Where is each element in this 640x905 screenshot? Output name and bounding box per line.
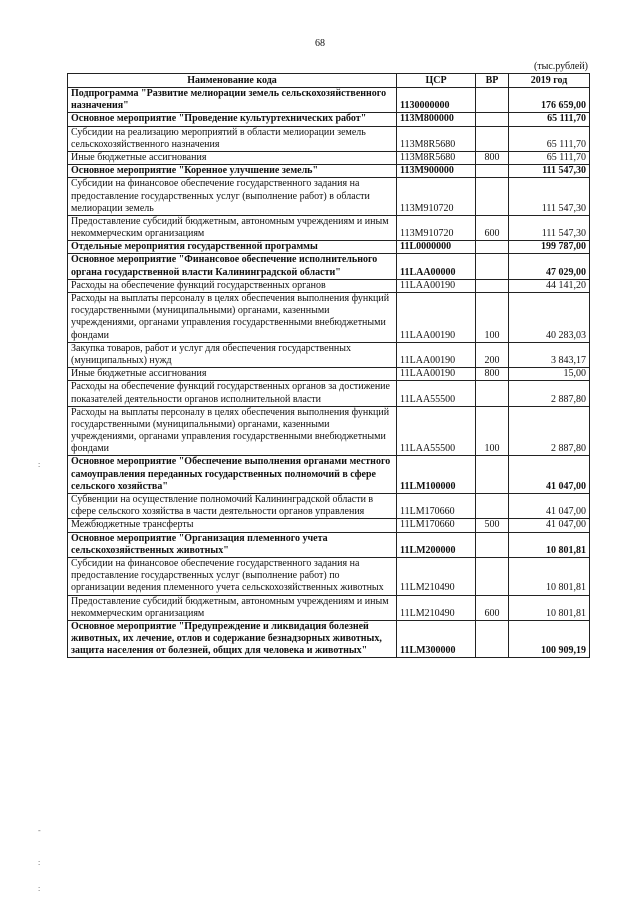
cell-csr: 11L0000000: [397, 241, 476, 254]
table-row: [68, 151, 590, 164]
table-row: [68, 241, 590, 254]
cell-name: Основное мероприятие "Коренное улучшение земель": [68, 165, 397, 178]
cell-csr: 11LAA00000: [397, 254, 476, 279]
table-row: [68, 215, 590, 240]
cell-vr: [476, 126, 509, 151]
cell-csr: 11LM210490: [397, 557, 476, 595]
cell-name: Основное мероприятие "Проведение культуртехнических работ": [68, 113, 397, 126]
cell-name: Расходы на выплаты персоналу в целях обеспечения выполнения функций государственными (муниципальными) органами, казенными учреждениями, органами управления государственными внебюджетными фондами: [68, 293, 397, 343]
cell-sum: 111 547,30: [509, 215, 590, 240]
table-row: [68, 519, 590, 532]
cell-csr: 11LM170660: [397, 494, 476, 519]
cell-sum: 100 909,19: [509, 620, 590, 658]
table-row: [68, 113, 590, 126]
cell-sum: 40 283,03: [509, 293, 590, 343]
cell-name: Субсидии на финансовое обеспечение государственного задания на предоставление государственных услуг (выполнение работ) в области мелиорации земель: [68, 178, 397, 216]
cell-vr: 800: [476, 368, 509, 381]
cell-sum: 44 141,20: [509, 279, 590, 292]
cell-sum: 176 659,00: [509, 88, 590, 113]
cell-name: Иные бюджетные ассигнования: [68, 151, 397, 164]
cell-vr: [476, 178, 509, 216]
table-row: [68, 165, 590, 178]
cell-vr: 600: [476, 595, 509, 620]
cell-name: Основное мероприятие "Финансовое обеспечение исполнительного органа государственной власти Калининградской области": [68, 254, 397, 279]
cell-sum: 41 047,00: [509, 519, 590, 532]
table-row: [68, 178, 590, 216]
cell-name: Закупка товаров, работ и услуг для обеспечения государственных (муниципальных) нужд: [68, 342, 397, 367]
cell-name: Субсидии на реализацию мероприятий в области мелиорации земель сельскохозяйственного назначения: [68, 126, 397, 151]
cell-vr: [476, 557, 509, 595]
cell-vr: 200: [476, 342, 509, 367]
table-row: [68, 557, 590, 595]
cell-vr: 100: [476, 293, 509, 343]
cell-csr: 113M910720: [397, 215, 476, 240]
cell-name: Предоставление субсидий бюджетным, автономным учреждениям и иным некоммерческим организациям: [68, 215, 397, 240]
cell-sum: 47 029,00: [509, 254, 590, 279]
cell-csr: 113M910720: [397, 178, 476, 216]
cell-sum: 111 547,30: [509, 178, 590, 216]
cell-vr: [476, 494, 509, 519]
cell-sum: 65 111,70: [509, 126, 590, 151]
cell-sum: 15,00: [509, 368, 590, 381]
table-row: [68, 254, 590, 279]
cell-vr: 100: [476, 406, 509, 456]
cell-vr: [476, 165, 509, 178]
column-header-name: Наименование кода: [68, 74, 397, 88]
table-row: [68, 381, 590, 406]
cell-vr: [476, 279, 509, 292]
cell-name: Отдельные мероприятия государственной программы: [68, 241, 397, 254]
cell-vr: [476, 241, 509, 254]
cell-csr: 11LM210490: [397, 595, 476, 620]
cell-vr: [476, 532, 509, 557]
table-row: [68, 406, 590, 456]
margin-mark: :: [38, 460, 41, 469]
cell-vr: [476, 88, 509, 113]
cell-vr: 800: [476, 151, 509, 164]
cell-name: Расходы на выплаты персоналу в целях обеспечения выполнения функций государственными (муниципальными) органами, казенными учреждениями, органами управления государственными внебюджетными фондами: [68, 406, 397, 456]
table-row: [68, 494, 590, 519]
cell-csr: 11LM200000: [397, 532, 476, 557]
cell-name: Основное мероприятие "Обеспечение выполнения органами местного самоуправления переданных государственных полномочий в сфере сельского хозяйства": [68, 456, 397, 494]
table-row: [68, 532, 590, 557]
cell-csr: 113M8R5680: [397, 126, 476, 151]
budget-table: [67, 73, 590, 658]
cell-vr: [476, 113, 509, 126]
cell-name: Подпрограмма "Развитие мелиорации земель сельскохозяйственного назначения": [68, 88, 397, 113]
cell-vr: [476, 254, 509, 279]
table-header-row: [68, 74, 590, 88]
cell-vr: 600: [476, 215, 509, 240]
cell-csr: 113M900000: [397, 165, 476, 178]
cell-name: Субвенции на осуществление полномочий Калининградской области в сфере сельского хозяйства в части деятельности органов управления: [68, 494, 397, 519]
column-header-csr: ЦСР: [397, 74, 476, 88]
table-row: [68, 88, 590, 113]
units-label: (тыс.рублей): [533, 61, 588, 72]
cell-sum: 65 111,70: [509, 151, 590, 164]
cell-name: Основное мероприятие "Организация племенного учета сельскохозяйственных животных": [68, 532, 397, 557]
cell-csr: 11LAA00190: [397, 342, 476, 367]
cell-sum: 10 801,81: [509, 557, 590, 595]
cell-name: Расходы на обеспечение функций государственных органов за достижение показателей деятельности органов исполнительной власти: [68, 381, 397, 406]
cell-csr: 11LAA00190: [397, 368, 476, 381]
cell-csr: 11LAA00190: [397, 293, 476, 343]
table-row: [68, 342, 590, 367]
margin-mark: :: [38, 884, 41, 893]
cell-sum: 3 843,17: [509, 342, 590, 367]
table-row: [68, 279, 590, 292]
column-header-year: 2019 год: [509, 74, 590, 88]
cell-sum: 10 801,81: [509, 595, 590, 620]
cell-csr: 11LM170660: [397, 519, 476, 532]
table-row: [68, 595, 590, 620]
cell-name: Основное мероприятие "Предупреждение и ликвидация болезней животных, их лечение, отлов и содержание безнадзорных животных, защита населения от болезней, общих для человека и животных": [68, 620, 397, 658]
column-header-vr: ВР: [476, 74, 509, 88]
cell-sum: 199 787,00: [509, 241, 590, 254]
cell-name: Межбюджетные трансферты: [68, 519, 397, 532]
page-number: 68: [315, 38, 325, 49]
cell-name: Расходы на обеспечение функций государственных органов: [68, 279, 397, 292]
cell-name: Субсидии на финансовое обеспечение государственного задания на предоставление государственных услуг (выполнение работ) по организации ведения племенного учета сельскохозяйственных животных: [68, 557, 397, 595]
cell-csr: 113M8R5680: [397, 151, 476, 164]
cell-sum: 41 047,00: [509, 456, 590, 494]
cell-csr: 113M800000: [397, 113, 476, 126]
cell-vr: [476, 456, 509, 494]
cell-sum: 2 887,80: [509, 381, 590, 406]
cell-vr: [476, 381, 509, 406]
cell-sum: 65 111,70: [509, 113, 590, 126]
cell-name: Иные бюджетные ассигнования: [68, 368, 397, 381]
cell-csr: 11LAA55500: [397, 381, 476, 406]
table-row: [68, 620, 590, 658]
margin-mark: -: [38, 826, 41, 835]
cell-sum: 41 047,00: [509, 494, 590, 519]
margin-mark: :: [38, 858, 41, 867]
cell-csr: 11LAA00190: [397, 279, 476, 292]
cell-csr: 11LM100000: [397, 456, 476, 494]
cell-vr: [476, 620, 509, 658]
table-row: [68, 126, 590, 151]
table-row: [68, 456, 590, 494]
cell-csr: 11LAA55500: [397, 406, 476, 456]
cell-vr: 500: [476, 519, 509, 532]
cell-sum: 2 887,80: [509, 406, 590, 456]
cell-csr: 1130000000: [397, 88, 476, 113]
cell-name: Предоставление субсидий бюджетным, автономным учреждениям и иным некоммерческим организациям: [68, 595, 397, 620]
cell-sum: 111 547,30: [509, 165, 590, 178]
table-row: [68, 368, 590, 381]
cell-sum: 10 801,81: [509, 532, 590, 557]
cell-csr: 11LM300000: [397, 620, 476, 658]
table-row: [68, 293, 590, 343]
